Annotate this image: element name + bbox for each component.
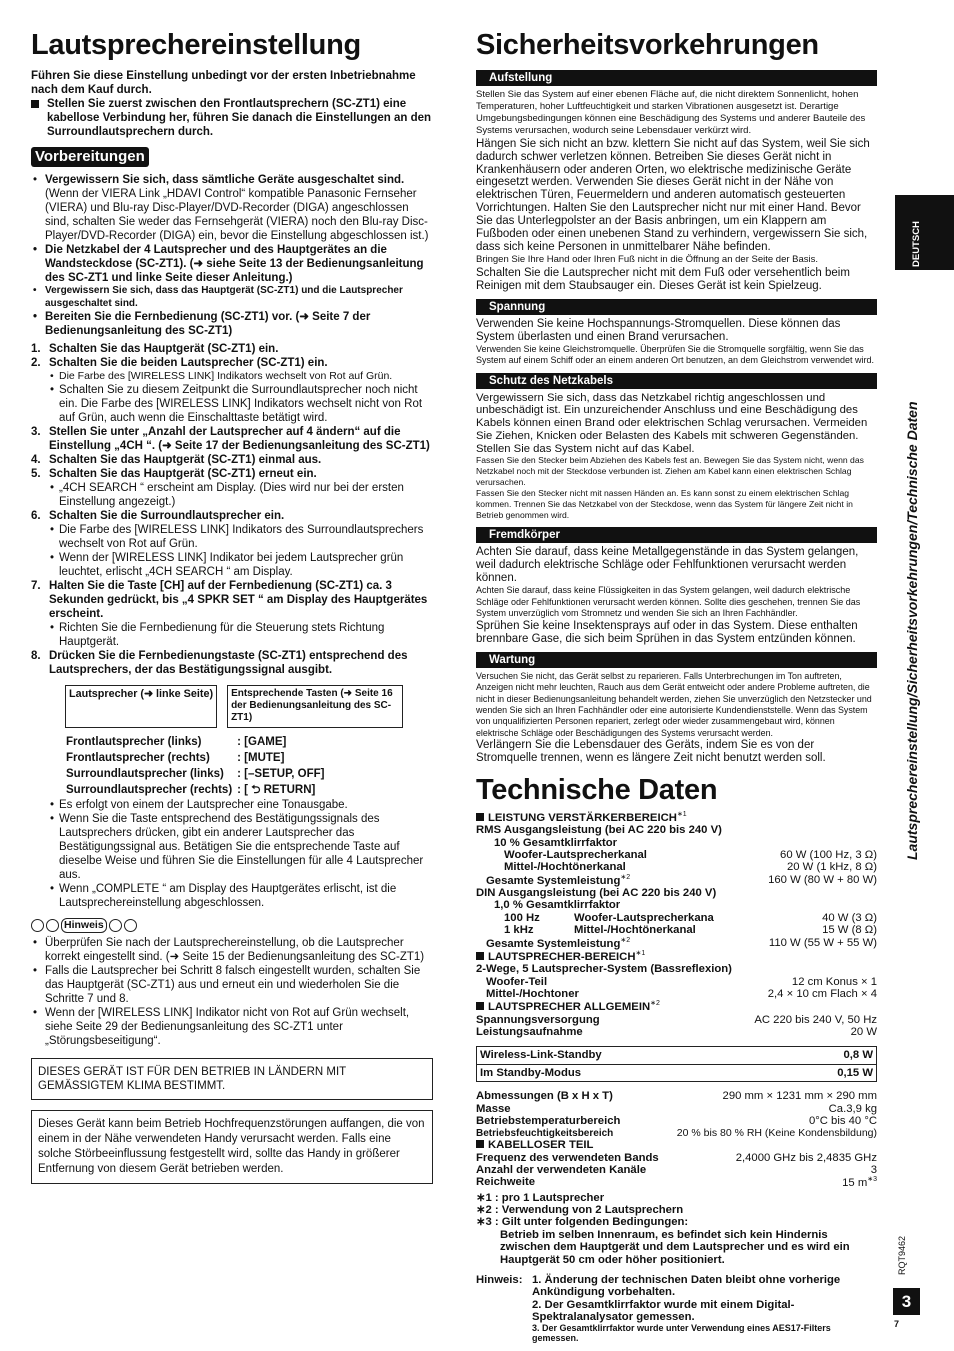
paragraph: Verwenden Sie keine Hochspannungs-Stromquellen. Diese können das System überlasten und einen Brand verursachen. (476, 317, 841, 343)
table-row: Gesamte Systemleistung$^{∗2}$ 110 W (55 W + 55 W) (486, 936, 877, 950)
table-row: Abmessungen (B x H x T) 290 mm × 1231 mm × 290 mm (476, 1090, 877, 1103)
prep-heading: Vorbereitungen (31, 147, 149, 167)
table-header-keys: Entsprechende Tasten (➜ Seite 16 der Bedienungsanleitung des SC-ZT1) (228, 685, 403, 727)
tech-hinweis: Hinweis: 1. Änderung der technischen Daten bleibt ohne vorherige Ankündigung vorbehalten. 2. Der Gesamtklirrfaktor wurde mit einem Digital-Spektralanalysator gemessen. 3. Der Gesamtklirrfaktor wurde unter Verwendung eines AES17-Filters gemessen. (476, 1274, 877, 1343)
table-row: Reichweite 15 $m^{∗3}$ (476, 1176, 877, 1190)
circle-icon (124, 919, 137, 932)
table-row: Mittel-/Hochtönerkanal 20 W (1 kHz, 8 Ω) (504, 861, 877, 874)
spec-label: 1,0 % Gesamtklirrfaktor (494, 899, 621, 912)
list-item: • Bereiten Sie die Fernbedienung (SC-ZT1) vor. (➜ Seite 7 der Bedienungsanleitung des SC-ZT1) (45, 310, 433, 338)
table-row: Gesamte Systemleistung$^{∗2}$ 160 W (80 W + 80 W) (486, 873, 877, 887)
intro-note-text: Stellen Sie zuerst zwischen den Frontlautsprechern (SC-ZT1) eine kabellose Verbindung her, führen Sie danach die Einstellungen an den Surroundlautsprechern durch. (47, 97, 432, 138)
square-bullet-icon (476, 952, 484, 960)
table-row: 1 kHz Mittel-/Hochtönerkanal 15 W (8 Ω) (504, 924, 877, 937)
step-6: 6. Schalten Sie die Surroundlautsprecher ein. (31, 509, 285, 522)
intro-text: Führen Sie diese Einstellung unbedingt vor der ersten Inbetriebnahme nach dem Kauf durch. (31, 69, 416, 96)
list-item: • Die Farbe des [WIRELESS LINK] Indikators wechselt von Rot auf Grün. (59, 370, 433, 383)
document-code: RQT9462 (897, 1235, 907, 1275)
paragraph: Hängen Sie sich nicht an bzw. klettern Sie nicht auf das System, weil Sie sich dadurch schwer verletzen können. Betreiben Sie dieses Gerät nicht in Krankenhäusern oder anderen Orten, wo elektrische medizinische Geräte eingesetzt werden. Verwenden Sie dieses Gerät nicht in der Nähe von elektrischen Türen, Feuermeldern und anderen automatisch gesteuerten Vorrichtungen. Halten Sie den Lautsprecher nicht nur mit einer Hand. Bevor Sie das Unterlegpolster an der Basis anbringen, um ein Klappern am Fußboden oder einen unebenen Stand zu verhindern, vergewissern Sie sich, dass sich keine Personen in unmittelbarer Nähe befinden. (476, 137, 870, 254)
table-row: Spannungsversorgung AC 220 bis 240 V, 50 Hz (476, 1013, 877, 1026)
list-item: • Vergewissern Sie sich, dass das Hauptgerät (SC-ZT1) und die Lautsprecher ausgeschaltet sind. (45, 285, 433, 309)
list-item: • Schalten Sie zu diesem Zeitpunkt die Surroundlautsprecher noch nicht ein. Die Farbe des [WIRELESS LINK] Indikators wechselt nicht von Rot auf Grün, auch wenn die Einschalttaste betätigt wird. (59, 383, 433, 425)
standby-table (476, 1046, 877, 1082)
hinweis-label: Hinweis (61, 918, 107, 933)
square-bullet-icon (476, 1002, 484, 1010)
paragraph: Sprühen Sie keine Insektensprays auf oder in das System. Diese enthalten brennbare Gase, die sich beim Sprühen in das System entzünden können. (476, 619, 858, 645)
list-item: • „4CH SEARCH “ erscheint am Display. (Dies wird nur bei der ersten Einstellung angezeigt.) (59, 481, 433, 509)
left-column (31, 30, 433, 1184)
spec-table (476, 1014, 877, 1039)
language-label: DEUTSCH (911, 221, 922, 267)
section-spannung: Spannung (476, 299, 877, 315)
table-row: 100 Hz Woofer-Lautsprecherkana 40 W (3 Ω) (504, 911, 877, 924)
footnote: ∗2 : Verwendung von 2 Lautsprechern (476, 1203, 684, 1216)
table-row: Frontlautsprecher (links) : [GAME] (66, 735, 287, 748)
right-column (476, 30, 877, 1344)
hinweis-heading (31, 918, 433, 933)
footnote: ∗1 : pro 1 Lautsprecher (476, 1191, 605, 1204)
list-item: • Die Netzkabel der 4 Lautsprecher und des Hauptgerätes an die Wandsteckdose (SC-ZT1). (➜ siehe Seite 13 der Bedienungsanleitung des SC-ZT1 und linke Seite dieser Anleitung.) (45, 243, 433, 285)
paragraph: Vergewissern Sie sich, dass das Netzkabel richtig angeschlossen und unbeschädigt ist. Ein unzureichender Anschluss und eine Beschädigung des Kabels können einen Brand oder elektrischen Schlag verursachen. Vermeiden Sie Ziehen, Knicken oder Belasten des Kabels mit schweren Gegenständen. Stellen Sie das System nicht auf das Kabel. (476, 391, 868, 455)
side-vertical-title: Lautsprechereinstellung/Sicherheitsvorkehrungen/Technische Daten (904, 401, 920, 860)
section-netzkabel: Schutz des Netzkabels (476, 373, 877, 389)
spec-heading: KABELLOSER TEIL (476, 1139, 877, 1151)
list-item: • Wenn Sie die Taste entsprechend des Bestätigungssignals des Lautsprechers drücken, gibt ein anderer Lautsprecher das Bestätigungssignal aus. Betätigen Sie die entsprechende Taste auf dieselbe Weise und führen Sie die Einstellungen für alle 4 Lautsprecher aus. (59, 812, 433, 882)
step-4: 4. Schalten Sie das Hauptgerät (SC-ZT1) einmal aus. (31, 453, 322, 466)
spec-table (476, 976, 877, 1001)
paragraph: Achten Sie darauf, dass keine Flüssigkeiten in das System gelangen, weil dadurch elektrische Schläge oder Fehlfunktionen verursacht werden können. Sollte dies geschehen, trennen Sie das System unverzüglich vom Stromnetz und wenden Sie sich an Ihren Fachhändler. (476, 585, 861, 619)
square-bullet-icon (476, 1140, 484, 1148)
section-wartung: Wartung (476, 652, 877, 668)
paragraph: Stellen Sie das System auf einer ebenen Fläche auf, die nicht direktem Sonnenlicht, hohen Temperaturen, hoher Luftfeuchtigkeit und starken Vibrationen ausgesetzt ist. Derartige Umgebungsbedingungen können eine Beschädigung des Systems und anderer Bauteile des Systems verursachen, wodurch seine Lebensdauer verkürzt wird. (476, 88, 866, 137)
spec-table (476, 1090, 877, 1139)
spec-label: 2-Wege, 5 Lautsprecher-System (Bassreflexion) (476, 963, 732, 976)
page-number-small: 7 (894, 1319, 900, 1329)
intro-note (31, 97, 433, 139)
page-number: 3 (893, 1288, 920, 1315)
spec-table (476, 849, 877, 887)
list-item: • Wenn der [WIRELESS LINK] Indikator nicht von Rot auf Grün wechselt, siehe Seite 29 der Bedienungsanleitung des SC-ZT1 unter „Störungsbeseitigung“. (45, 1006, 433, 1048)
key-table (65, 685, 403, 728)
tech-specs (476, 811, 877, 1344)
paragraph: Verwenden Sie keine Gleichstromquelle. Überprüfen Sie die Stromquelle sorgfältig, wenn Sie das System auf einem Schiff oder an einem anderen Ort benutzen, an dem Gleichstrom verwendet wird. (476, 343, 875, 366)
hinweis-item: 1. Änderung der technischen Daten bleibt ohne vorherige Ankündigung vorbehalten. (532, 1274, 841, 1299)
steps (31, 342, 433, 677)
spec-heading: LAUTSPRECHER-$BEREICH^{∗1}$ (476, 950, 877, 963)
step-1: 1. Schalten Sie das Hauptgerät (SC-ZT1) ein. (31, 342, 279, 355)
table-row: Betriebstemperaturbereich 0°C bis 40 °C (476, 1115, 877, 1128)
section-fremdkoerper: Fremdkörper (476, 527, 877, 543)
step-2: 2. Schalten Sie die beiden Lautsprecher (SC-ZT1) ein. (31, 356, 328, 369)
notes-list (31, 936, 433, 1048)
table-row: Surroundlautsprecher (rechts) : [ ⮌ RETURN] (66, 783, 316, 796)
table-row: Masse Ca.3,9 kg (476, 1102, 877, 1115)
table-row: Wireless-Link-Standby 0,8 W (477, 1047, 877, 1064)
step-8: 8. Drücken Sie die Fernbedienungstaste (SC-ZT1) entsprechend des Lautsprechers, der das Bestätigungssignal ausgibt. (31, 649, 408, 676)
table-row: Woofer-Lautsprecherkanal 60 W (100 Hz, 3 Ω) (504, 849, 877, 862)
circle-icon (46, 919, 59, 932)
footnote: Betrieb im selben Innenraum, es befindet sich kein Hindernis zwischen dem Hauptgerät und dem Lautsprecher und es wird ein Hauptgerät 50 cm oder höher positioniert. (500, 1228, 850, 1266)
hinweis-item: 2. Der Gesamtklirrfaktor wurde mit einem Digital-Spektralanalysator gemessen. (532, 1298, 795, 1324)
spec-heading: LAUTSPRECHER $ALLGEMEIN^{∗2}$ (476, 1000, 877, 1013)
spec-label: RMS Ausgangsleistung (bei AC 220 bis 240 V) (476, 824, 722, 837)
list-item: • Wenn „COMPLETE “ am Display des Hauptgerätes erlischt, ist die Lautsprechereinstellung abgeschlossen. (59, 882, 433, 910)
spec-label: DIN Ausgangsleistung (bei AC 220 bis 240 V) (476, 887, 717, 900)
paragraph: Fassen Sie den Stecker beim Abziehen des Kabels fest an. Bewegen Sie das System nicht, wenn das Netzkabel noch mit der Steckdose verbunden ist. Ziehen am Kabel kann einen elektrischen Schlag verursachen. (476, 455, 864, 488)
table-row: Leistungsaufnahme 20 W (476, 1026, 877, 1038)
table-row: Frontlautsprecher (rechts) : [MUTE] (66, 751, 285, 764)
table-header-speaker: Lautsprecher (➜ linke Seite) (66, 685, 217, 727)
circle-icon (109, 919, 122, 932)
hinweis-item: 3. Der Gesamtklirrfaktor wurde unter Verwendung eines AES17-Filters gemessen. (532, 1322, 831, 1343)
paragraph: Achten Sie darauf, dass keine Metallgegenstände in das System gelangen, weil dadurch elektrische Schläge oder Fehlfunktionen verursacht werden können. (476, 546, 859, 585)
list-item: • Falls die Lautsprecher bei Schritt 8 falsch eingestellt wurden, schalten Sie das Hauptgerät (SC-ZT1) aus und erneut ein und wiederholen Sie die Schritte 7 und 8. (45, 964, 433, 1006)
list-item: • Wenn der [WIRELESS LINK] Indikator bei jedem Lautsprecher grün leuchtet, erlischt „4CH SEARCH “ am Display. (59, 551, 433, 579)
square-bullet-icon (476, 813, 484, 821)
tech-title: Technische Daten (476, 774, 718, 807)
spec-heading: LEISTUNG $VERSTÄRKERBEREICH^{∗1}$ (476, 811, 877, 824)
paragraph: Schalten Sie die Lautsprecher nicht mit dem Fuß oder versehentlich beim Reinigen mit dem Staubsauger ein. Dieses Gerät ist kein Spielzeug. (476, 266, 850, 292)
step-3: 3. Stellen Sie unter „Anzahl der Lautsprecher auf 4 ändern“ auf die Einstellung „4CH “. (➜ Seite 17 der Bedienungsanleitung des SC-ZT1) (31, 425, 430, 452)
language-tab (895, 195, 954, 270)
paragraph: Verlängern Sie die Lebensdauer des Geräts, indem Sie es von der Stromquelle trennen, wenn es längere Zeit nicht benutzt werden soll. (476, 739, 826, 765)
table-row: Betriebsfeuchtigkeitsbereich 20 % bis 80 % RH (Keine Kondensbildung) (476, 1126, 877, 1139)
section-aufstellung: Aufstellung (476, 70, 877, 86)
prep-list (31, 173, 433, 338)
interference-box: Dieses Gerät kann beim Betrieb Hochfrequenzstörungen auffangen, die von einem in der Nähe verwendeten Handy verursacht werden. Falls eine solche Störbeeinflussung festgestellt wird, sollte das Handy in größerer Entfernung von diesem Gerät betrieben werden. (31, 1110, 433, 1185)
spec-label: 10 % Gesamtklirrfaktor (494, 836, 618, 849)
paragraph: Fassen Sie den Stecker nicht mit nassen Händen an. Es kann sonst zu einem elektrischen Schlag kommen. Trennen Sie das Netzkabel von der Steckdose, wenn das System für längere Zeit nicht in Betrieb genommen wird. (476, 488, 853, 521)
table-row: Anzahl der verwendeten Kanäle 3 (476, 1163, 877, 1176)
list-item: • Richten Sie die Fernbedienung für die Steuerung stets Richtung Hauptgerät. (59, 621, 433, 649)
list-item: • Vergewissern Sie sich, dass sämtliche Geräte ausgeschaltet sind. (Wenn der VIERA Link „HDAVI Control“ kompatible Panasonic Fernseher (VIERA) und Blu-ray Disc-Player/DVD-Recorder (DIGA) angeschlossen sind, schalten Sie weder das Fernsehgerät (VIERA) noch den Blu-ray Disc-Player/DVD-Recorder (DIGA) ein, bevor die Einstellung abgeschlossen ist.) (45, 173, 433, 243)
paragraph: Versuchen Sie nicht, das Gerät selbst zu reparieren. Falls Unterbrechungen im Ton auftreten, Anzeigen nicht mehr leuchten, Rauch aus dem Gerät entweicht oder andere Probleme auftreten, die nicht in dieser Bedienungsanleitung behandelt werden, ziehen Sie unverzüglich den Netzstecker und wenden Sie sich an Ihren Fachhändler oder eine autorisierte Kundendienststelle. Wenn das System von unqualifizierten Personen repariert, zerlegt oder wieder zusammengebaut wird, können elektrische Schläge oder Beschädigungen des Systems verursacht werden. (476, 670, 872, 738)
spec-table (476, 912, 877, 950)
table-row: Mittel-/Hochtoner 2,4 × 10 cm Flach × 4 (486, 987, 877, 1000)
spec-table (476, 1152, 877, 1190)
table-row: Frequenz des verwendeten Bands 2,4000 GHz bis 2,4835 GHz (476, 1151, 877, 1164)
table-row: Im Standby-Modus 0,15 W (480, 1066, 873, 1079)
safety-title: Sicherheitsvorkehrungen (476, 29, 819, 61)
climate-box: DIESES GERÄT IST FÜR DEN BETRIEB IN LÄNDERN MIT GEMÄSSIGTEM KLIMA BESTIMMT. (31, 1058, 433, 1100)
list-item: • Die Farbe des [WIRELESS LINK] Indikators des Surroundlautsprechers wechselt von Rot auf Grün. (59, 523, 433, 551)
page-title: Lautsprechereinstellung (31, 29, 361, 61)
table-row: Surroundlautsprecher (links) : [–SETUP, OFF] (66, 767, 325, 780)
key-assignments (65, 734, 325, 798)
footnote: ∗3 : Gilt unter folgenden Bedingungen: (476, 1216, 689, 1229)
step-5: 5. Schalten Sie das Hauptgerät (SC-ZT1) erneut ein. (31, 467, 317, 480)
list-item: • Überprüfen Sie nach der Lautsprechereinstellung, ob die Lautsprecher korrekt eingestellt sind. (➜ Seite 15 der Bedienungsanleitung des SC-ZT1) (45, 936, 433, 964)
square-bullet-icon (31, 100, 39, 108)
paragraph: Bringen Sie Ihre Hand oder Ihren Fuß nicht in die Öffnung an der Seite der Basis. (476, 254, 819, 266)
circle-icon (31, 919, 44, 932)
step-7: 7. Halten Sie die Taste [CH] auf der Fernbedienung (SC-ZT1) ca. 3 Sekunden gedrückt, bis „4 SPKR SET “ am Display des Hauptgerätes erscheint. (31, 579, 428, 620)
table-row: Woofer-Teil 12 cm Konus × 1 (486, 975, 877, 988)
list-item: • Es erfolgt von einem der Lautsprecher eine Tonausgabe. (59, 798, 433, 812)
